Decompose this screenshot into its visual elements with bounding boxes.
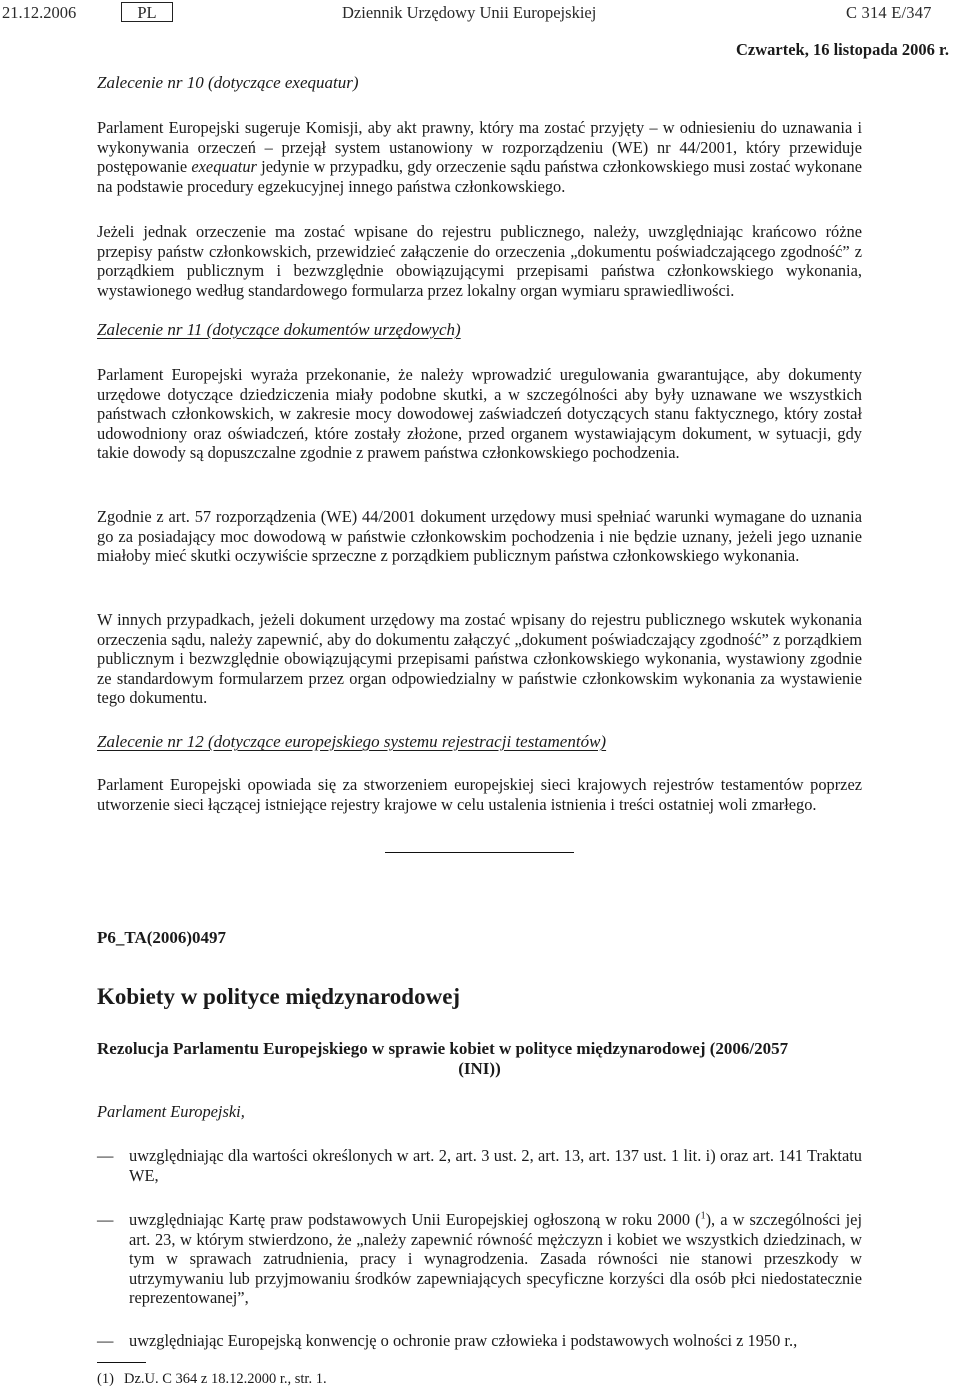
item-2-part-a: uwzględniając Kartę praw podstawowych Unii Europejskiej ogłoszoną w roku 2000 ( (129, 1210, 701, 1229)
rec10-p1-part-b: jedynie w przypadku, gdy orzeczenie sądu państwa członkowskiego musi zostać wykonane na podstawie procedury egzekucyjnej innego państwa członkowskiego. (97, 157, 862, 196)
exequatur-term: exequatur (191, 157, 257, 177)
recommendation-12-paragraph-1: Parlament Europejski opowiada się za stworzeniem europejskiej sieci krajowych rejestrów testamentów poprzez utworzenie sieci łączącej istniejące rejestry krajowe w celu ustalenia istnienia i treści ostatniej woli zmarłego. (97, 775, 862, 814)
document-subtitle (97, 1039, 862, 1079)
recommendation-11-paragraph-3: W innych przypadkach, jeżeli dokument urzędowy ma zostać wpisany do rejestru publicznego wskutek wykonania orzeczenia sądu, należy zapewnić, aby do dokumentu załączyć „dokument poświadczający zgodność” z porządkiem publicznym i bezwzględnie obowiązującymi przepisami państwa członkowskiego wykonania, wystawiony zgodnie ze standardowym formularzem przez organ odpowiedzialny w państwie członkowskim wykonania za wystawienie tego dokumentu. (97, 610, 862, 708)
recommendation-10-heading: Zalecenie nr 10 (dotyczące exequatur) (97, 73, 359, 92)
item-1-dash: — (97, 1146, 114, 1165)
recommendation-11-paragraph-1: Parlament Europejski wyraża przekonanie, że należy wprowadzić uregulowania gwarantujące, aby dokumenty urzędowe dotyczące dziedziczenia miały podobne skutki, a w szczególności aby były uznawane we wszystkich państwach członkowskich, w zakresie mocy dowodowej zaświadczeń dotyczących stanu faktycznego, który został udowodniony oraz oświadczeń, które zostały złożone, przed organem wystawiającym dokument, w sytuacji, gdy takie dowody są dopuszczalne zgodnie z prawem państwa członkowskiego pochodzenia. (97, 365, 862, 463)
item-2-dash: — (97, 1210, 114, 1229)
item-3-text: uwzględniając Europejską konwencję o ochronie praw człowieka i podstawowych wolności z 1950 r., (129, 1331, 798, 1350)
footnote-separator (97, 1362, 146, 1363)
document-title: Kobiety w polityce międzynarodowej (97, 984, 461, 1009)
language-badge: PL (121, 2, 173, 22)
footnote-marker: (1) (97, 1371, 114, 1387)
subtitle-line-2: (INI)) (458, 1059, 501, 1078)
item-2-part-b: ), a w szczególności jej art. 23, w którym stwierdzono, że „należy zapewnić równość mężczyzn i kobiet we wszystkich dziedzinach, w tym w sprawach zatrudnienia, pracy i wynagrodzenia. Zasada równości nie stanowi przeszkody w utrzymywaniu lub przyjmowaniu środków zapewniających specyficzne korzyści dla osób płci niedostatecznie reprezentowanej”, (129, 1210, 862, 1308)
recommendation-10-paragraph-1 (97, 118, 862, 196)
header-date: 21.12.2006 (2, 3, 77, 22)
subtitle-line-1: Rezolucja Parlamentu Europejskiego w sprawie kobiet w polityce międzynarodowej (2006/2057 (97, 1039, 789, 1058)
footnote-text: Dz.U. C 364 z 18.12.2000 r., str. 1. (124, 1371, 327, 1387)
recommendation-12-heading: Zalecenie nr 12 (dotyczące europejskiego systemu rejestracji testamentów) (97, 732, 607, 751)
rec10-p1-part-a: Parlament Europejski sugeruje Komisji, aby akt prawny, który ma zostać przyjęty – w odniesieniu do uznawania i wykonywania orzeczeń – przejął system ustanowiony w rozporządzeniu (WE) nr 44/2001, który przewiduje postępowanie (97, 118, 862, 177)
journal-title: Dziennik Urzędowy Unii Europejskiej (342, 3, 597, 22)
document-code: P6_TA(2006)0497 (97, 928, 227, 947)
journal-reference: C 314 E/347 (846, 3, 932, 22)
item-1-text: uwzględniając dla wartości określonych w art. 2, art. 3 ust. 2, art. 13, art. 137 ust. 1 lit. i) oraz art. 141 Traktatu WE, (129, 1146, 862, 1185)
recommendation-11-paragraph-2: Zgodnie z art. 57 rozporządzenia (WE) 44/2001 dokument urzędowy musi spełniać warunki wymagane do uznania go za posiadający moc dowodową w państwie członkowskim pochodzenia i nie będzie uznany, jeżeli jego uznanie miałoby mieć skutki oczywiście sprzeczne z porządkiem publicznym państwa członkowskiego wykonania. (97, 507, 862, 566)
item-3-dash: — (97, 1331, 114, 1350)
section-separator (385, 852, 574, 853)
parliament-intro: Parlament Europejski, (97, 1102, 245, 1121)
meeting-date: Czwartek, 16 listopada 2006 r. (736, 40, 949, 59)
footnote-reference[interactable]: 1 (700, 1210, 706, 1222)
recommendation-10-paragraph-2: Jeżeli jednak orzeczenie ma zostać wpisane do rejestru publicznego, należy, uwzględniając krańcowo różne przepisy państw członkowskich, przewidzieć załączenie do orzeczenia „dokumentu poświadczającego zgodność” z porządkiem publicznym i bezwzględnie obowiązującymi przepisami państwa członkowskiego wykonania, wystawionego według standardowego formularza przez lokalny organ wymiaru sprawiedliwości. (97, 222, 862, 300)
recommendation-11-heading: Zalecenie nr 11 (dotyczące dokumentów urzędowych) (97, 320, 461, 339)
item-2-text (129, 1210, 862, 1308)
